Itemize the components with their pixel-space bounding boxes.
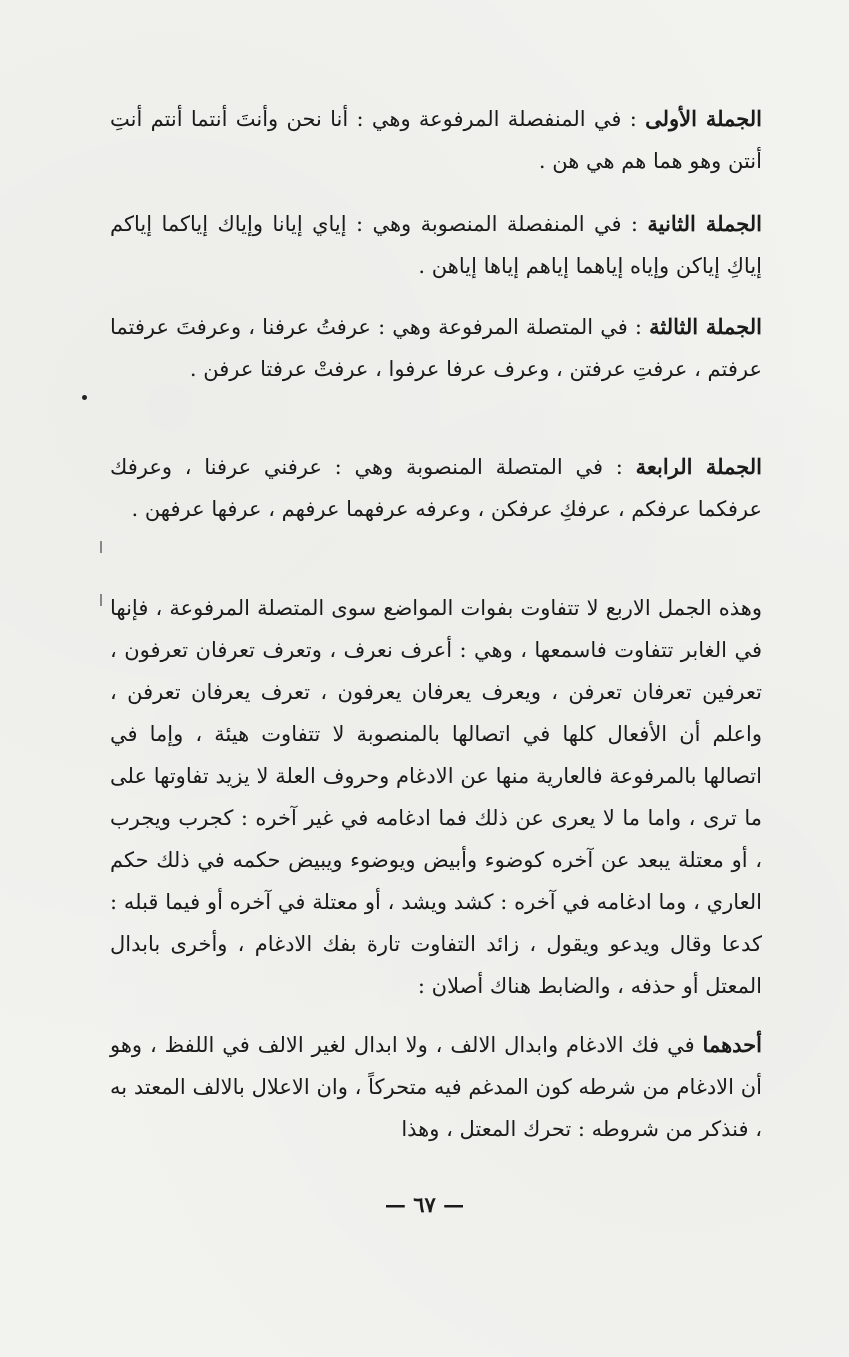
paragraph-1-text: : في المنفصلة المرفوعة وهي : أنا نحن وأنتَ أنتما أنتم أنتِ أنتن وهو هما هم هي هن . — [110, 107, 762, 173]
paragraph-3-text: : في المتصلة المرفوعة وهي : عرفتُ عرفنا ، وعرفتَ عرفتما عرفتم ، عرفتِ عرفتن ، وعرف عرفا عرفوا ، عرفتْ عرفتا عرفن . — [110, 315, 762, 381]
paragraph-4 — [110, 446, 762, 530]
paragraph-6-label: أحدهما — [702, 1032, 762, 1057]
paragraph-6-text: في فك الادغام وابدال الالف ، ولا ابدال لغير الالف في اللفظ ، وهو أن الادغام من شرطه كون المدغم فيه متحركاً ، وان الاعلال بالالف المعتد به ، فنذكر من شروطه : تحرك المعتل ، وهذا — [110, 1033, 762, 1141]
paragraph-4-text: : في المتصلة المنصوبة وهي : عرفني عرفنا ، وعرفك عرفكما عرفكم ، عرفكِ عرفكن ، وعرفه عرفهما عرفهم ، عرفها عرفهن . — [110, 455, 762, 521]
paragraph-6 — [110, 1024, 762, 1150]
paragraph-2-text: : في المنفصلة المنصوبة وهي : إياي إيانا وإياك إياكما إياكم إياكِ إياكن وإياه إياهما إياهم إياها إياهن . — [110, 212, 762, 278]
paragraph-5-text: وهذه الجمل الاربع لا تتفاوت بفوات المواضع سوى المتصلة المرفوعة ، فإنها في الغابر تتفاوت فاسمعها ، وهي : أعرف نعرف ، وتعرف تعرفان تعرفون ، تعرفين تعرفان تعرفن ، ويعرف يعرفان يعرفون ، تعرف يعرفان تعرفن ، واعلم أن الأفعال كلها في اتصالها بالمنصوبة لا تتفاوت هيئة ، وإما في اتصالها بالمرفوعة فالعارية منها عن الادغام وحروف العلة لا يزيد تفاوتها على ما ترى ، واما ما لا يعرى عن ذلك فما ادغامه في غير آخره : كجرب ويجرب ، أو معتلة يبعد عن آخره كوضوء وأبيض ويوضوء ويبيض حكمه في ذلك حكم العاري ، وما ادغامه في آخره : كشد ويشد ، أو معتلة في آخره أو فيما قبله : كدعا وقال ويدعو ويقول ، زائد التفاوت تارة بفك الادغام ، وأخرى بابدال المعتل أو حذفه ، والضابط هناك أصلان : — [110, 596, 762, 998]
paragraph-2 — [110, 203, 762, 287]
margin-mark — [100, 594, 102, 606]
margin-dot — [82, 395, 87, 400]
paragraph-4-label: الجملة الرابعة — [635, 454, 762, 479]
paragraph-1-label: الجملة الأولى — [645, 106, 762, 131]
paragraph-1 — [110, 98, 762, 182]
paragraph-3 — [110, 306, 762, 390]
paragraph-5 — [110, 587, 762, 1007]
page-number: — ٦٧ — — [384, 1192, 465, 1217]
paragraph-3-label: الجملة الثالثة — [649, 314, 762, 339]
margin-mark — [100, 541, 102, 553]
paragraph-2-label: الجملة الثانية — [647, 211, 762, 236]
